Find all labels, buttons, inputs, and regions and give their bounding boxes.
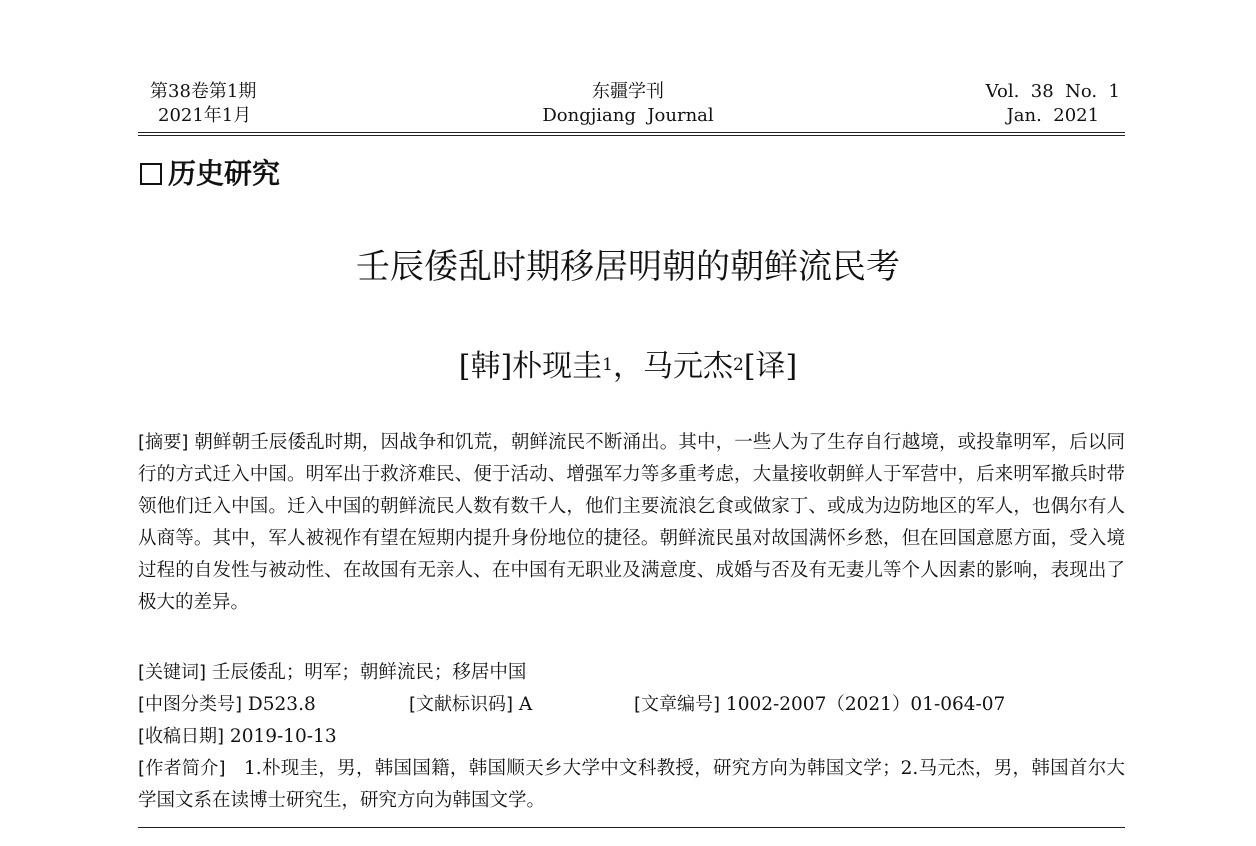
clc-label: [中图分类号] — [138, 694, 243, 715]
abstract — [138, 427, 1125, 619]
author-2: ，马元杰 — [613, 349, 733, 384]
header-journal-en: Dongjiang Journal — [542, 105, 714, 126]
author-2-superscript: 2 — [733, 355, 744, 375]
header-date-cn: 2021年1月 — [158, 105, 252, 126]
translator-mark: [译] — [743, 349, 798, 384]
received-value: 2019-10-13 — [224, 726, 337, 747]
header-journal-cn: 东疆学刊 — [592, 81, 664, 102]
keywords-text: 壬辰倭乱；明军；朝鲜流民；移居中国 — [206, 662, 527, 683]
section-heading — [140, 155, 280, 193]
author-1-superscript: 1 — [602, 355, 613, 375]
received-label: [收稿日期] — [138, 726, 225, 747]
doc-code-item — [409, 689, 532, 721]
abstract-label: [摘要] — [138, 432, 189, 453]
doc-code-value: A — [513, 694, 533, 715]
keywords — [138, 657, 1125, 689]
clc-item — [138, 689, 316, 721]
footer-rule — [138, 827, 1125, 828]
author-1: [韩]朴现圭 — [458, 349, 603, 384]
article-number-value: 1002-2007（2021）01-064-07 — [720, 694, 1006, 715]
received-date — [138, 721, 1125, 753]
article-number-label: [文章编号] — [634, 694, 721, 715]
bio-text: 1.朴现圭，男，韩国国籍，韩国顺天乡大学中文科教授，研究方向为韩国文学；2.马元杰，男，韩国首尔大学国文系在读博士研究生，研究方向为韩国文学。 — [138, 758, 1126, 811]
article-number-item — [634, 689, 1005, 721]
keywords-label: [关键词] — [138, 662, 207, 683]
bio-label: [作者简介] — [138, 758, 226, 779]
header-volume: 第38卷第1期 — [150, 81, 257, 102]
clc-value: D523.8 — [242, 694, 316, 715]
header-date-en: Jan. 2021 — [1006, 105, 1100, 126]
author-line — [0, 346, 1256, 388]
header-rule-top — [138, 132, 1125, 133]
classification-line — [138, 689, 1125, 721]
author-bio — [138, 753, 1125, 817]
article-title: 壬辰倭乱时期移居明朝的朝鲜流民考 — [356, 247, 900, 287]
section-label: 历史研究 — [168, 157, 281, 190]
header-volume-en: Vol. 38 No. 1 — [985, 81, 1120, 102]
header-right — [986, 80, 1120, 128]
header-rule-bottom — [138, 135, 1125, 136]
square-icon — [140, 163, 162, 185]
doc-code-label: [文献标识码] — [409, 694, 514, 715]
abstract-text: 朝鲜朝壬辰倭乱时期，因战争和饥荒，朝鲜流民不断涌出。其中，一些人为了生存自行越境，或投靠明军，后以同行的方式迁入中国。明军出于救济难民、便于活动、增强军力等多重考虑，大量接收朝鲜人于军营中，后来明军撤兵时带领他们迁入中国。迁入中国的朝鲜流民人数有数千人，他们主要流浪乞食或做家丁、或成为边防地区的军人，也偶尔有人从商等。其中，军人被视作有望在短期内提升身份地位的捷径。朝鲜流民虽对故国满怀乡愁，但在回国意愿方面，受入境过程的自发性与被动性、在故国有无亲人、在中国有无职业及满意度、成婚与否及有无妻儿等个人因素的影响，表现出了极大的差异。 — [138, 432, 1125, 613]
